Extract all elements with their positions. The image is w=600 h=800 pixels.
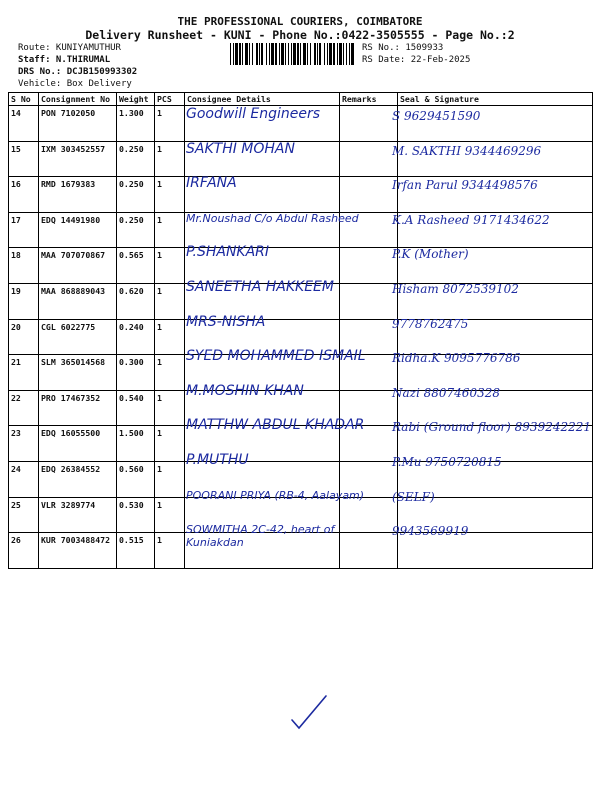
cell-pcs: 1 [155,212,185,248]
cell-sno: 16 [9,177,39,213]
cell-remarks [340,177,398,213]
cell-remarks [340,283,398,319]
cell-pcs: 1 [155,283,185,319]
rs-date: RS Date: 22-Feb-2025 [362,55,471,65]
cell-weight: 1.500 [117,426,155,462]
cell-pcs: 1 [155,106,185,142]
column-header: PCS [155,93,185,106]
cell-pcs: 1 [155,426,185,462]
vehicle-label: Vehicle: Box Delivery [18,79,132,89]
cell-pcs: 1 [155,177,185,213]
column-header: S No [9,93,39,106]
handwritten-consignee: Mr.Noushad C/o Abdul Rasheed [186,211,359,225]
cell-sno: 24 [9,461,39,497]
barcode-icon [230,43,356,65]
cell-pcs: 1 [155,319,185,355]
route-label: Route: KUNIYAMUTHUR [18,43,121,53]
cell-cno: MAA 707070867 [39,248,117,284]
cell-cno: PON 7102050 [39,106,117,142]
cell-weight: 0.250 [117,141,155,177]
cell-weight: 0.515 [117,533,155,569]
cell-pcs: 1 [155,141,185,177]
cell-pcs: 1 [155,390,185,426]
cell-cno: PRO 17467352 [39,390,117,426]
cell-weight: 0.565 [117,248,155,284]
cell-weight: 0.250 [117,212,155,248]
cell-pcs: 1 [155,533,185,569]
cell-cno: IXM 303452557 [39,141,117,177]
cell-sno: 17 [9,212,39,248]
handwritten-signature: K.A Rasheed 9171434622 [392,212,550,227]
cell-sno: 20 [9,319,39,355]
cell-remarks [340,248,398,284]
cell-cno: EDQ 16055500 [39,426,117,462]
handwritten-signature: Irfan Parul 9344498576 [392,178,538,193]
cell-sno: 18 [9,248,39,284]
handwritten-signature: P.Mu 9750720815 [392,455,502,469]
handwritten-consignee: SAKTHI MOHAN [186,140,295,157]
cell-sno: 14 [9,106,39,142]
cell-weight: 0.240 [117,319,155,355]
cell-cno: KUR 7003488472 [39,533,117,569]
handwritten-consignee: P.MUTHU [186,452,249,468]
handwritten-signature: Ridha.K 9095776786 [392,351,521,366]
handwritten-consignee: SOWMITHA 2C-42, heart of Kuniakdan [186,523,335,550]
cell-weight: 0.560 [117,461,155,497]
table-header-row [9,93,593,106]
column-header: Weight [117,93,155,106]
handwritten-consignee: IRFANA [186,175,237,192]
handwritten-consignee: MATTHW ABDUL KHADAR [186,417,365,434]
cell-sno: 15 [9,141,39,177]
runsheet-subtitle: Delivery Runsheet - KUNI - Phone No.:0422-3505555 - Page No.:2 [85,28,515,42]
cell-pcs: 1 [155,497,185,533]
cell-cno: MAA 868889043 [39,283,117,319]
handwritten-signature: Hisham 8072539102 [392,282,519,296]
rs-number: RS No.: 1509933 [362,43,444,53]
handwritten-consignee: MRS-NISHA [186,313,266,330]
handwritten-consignee: P.SHANKARI [186,244,270,261]
handwritten-signature: 9943569919 [392,524,469,539]
cell-weight: 0.300 [117,355,155,391]
cell-weight: 0.530 [117,497,155,533]
handwritten-signature: M. SAKTHI 9344469296 [392,143,542,158]
cell-pcs: 1 [155,248,185,284]
cell-sno: 19 [9,283,39,319]
cell-pcs: 1 [155,461,185,497]
handwritten-consignee: M.MOSHIN KHAN [186,382,304,399]
cell-cno: RMD 1679383 [39,177,117,213]
cell-sno: 22 [9,390,39,426]
cell-weight: 0.250 [117,177,155,213]
handwritten-signature: P.K (Mother) [392,247,469,262]
cell-cno: EDQ 26384552 [39,461,117,497]
handwritten-signature: S 9629451590 [392,109,481,123]
cell-pcs: 1 [155,355,185,391]
handwritten-signature: 9778762475 [392,316,469,331]
cell-sno: 26 [9,533,39,569]
cell-sno: 23 [9,426,39,462]
handwritten-signature: (SELF) [392,489,435,504]
cell-sno: 21 [9,355,39,391]
column-header: Consignment No [39,93,117,106]
cell-sno: 25 [9,497,39,533]
cell-cno: SLM 365014568 [39,355,117,391]
cell-remarks [340,141,398,177]
company-title: THE PROFESSIONAL COURIERS, COIMBATORE [177,15,423,28]
cell-remarks [340,106,398,142]
cell-weight: 0.540 [117,390,155,426]
check-mark-icon [290,692,330,732]
drs-label: DRS No.: DCJB150993302 [18,67,138,77]
cell-weight: 0.620 [117,283,155,319]
handwritten-consignee: Goodwill Engineers [186,106,321,122]
handwritten-signature: Nazi 8807460328 [392,385,500,400]
handwritten-consignee: SANEETHA HAKKEEM [186,279,334,295]
handwritten-consignee: SYED MOHAMMED ISMAIL [186,348,366,365]
handwritten-signature: Rabi (Ground floor) 8939242221 [392,420,592,435]
column-header: Consignee Details [185,93,340,106]
cell-cno: VLR 3289774 [39,497,117,533]
cell-weight: 1.300 [117,106,155,142]
staff-label: Staff: N.THIRUMAL [18,55,111,65]
cell-cno: EDQ 14491980 [39,212,117,248]
column-header: Seal & Signature [398,93,593,106]
handwritten-consignee: POORANI PRIYA (RB-4, Aalayam) [186,488,365,502]
column-header: Remarks [340,93,398,106]
cell-cno: CGL 6022775 [39,319,117,355]
